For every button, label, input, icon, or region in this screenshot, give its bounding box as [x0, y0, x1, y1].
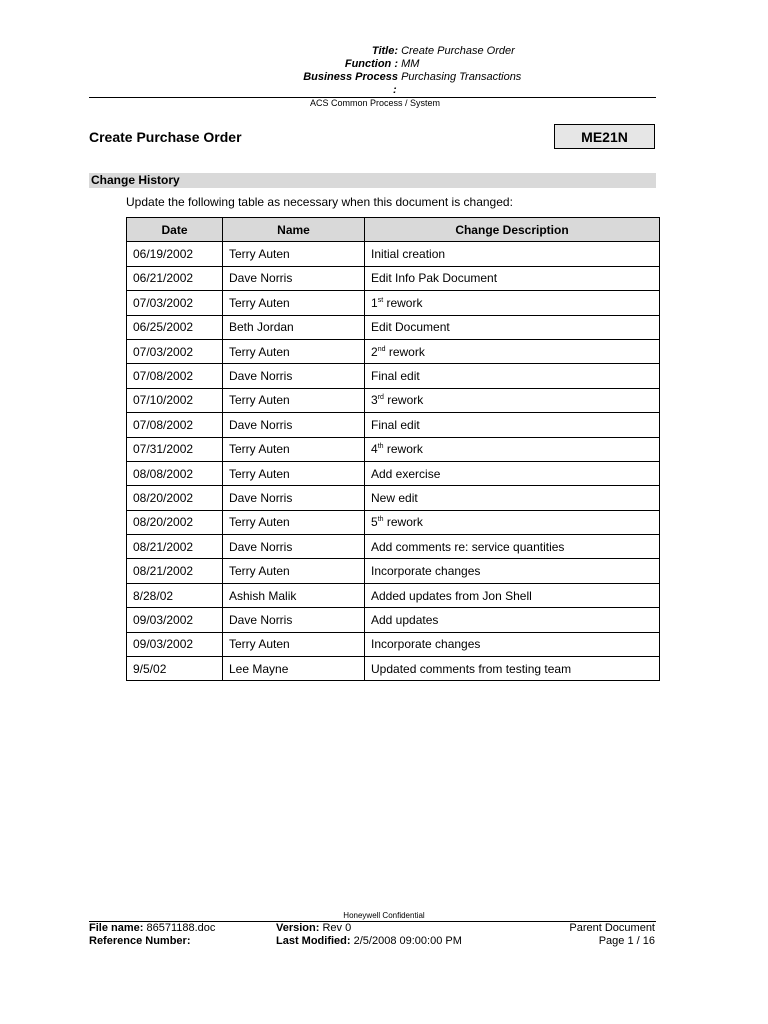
- cell-description: [365, 608, 660, 632]
- cell-name: Beth Jordan: [223, 315, 365, 339]
- header-process-row: [300, 71, 521, 84]
- ordinal-suffix: st: [377, 296, 384, 304]
- column-header-name: Name: [223, 218, 365, 242]
- cell-description: [365, 559, 660, 583]
- table-row: [127, 632, 660, 656]
- table-row: [127, 583, 660, 607]
- footer-file-name: [89, 922, 215, 935]
- ordinal-suffix: th: [377, 516, 384, 524]
- cell-date: 08/20/2002: [127, 486, 223, 510]
- cell-description: [365, 242, 660, 266]
- header-process-label: Business Process: [303, 71, 398, 83]
- description-text: 2: [371, 344, 378, 359]
- header-title-value: Create Purchase Order: [401, 45, 515, 57]
- table-row: [127, 559, 660, 583]
- file-name-value: 86571188.doc: [146, 922, 216, 934]
- cell-description: [365, 266, 660, 290]
- cell-date: 06/25/2002: [127, 315, 223, 339]
- cell-name: Terry Auten: [223, 437, 365, 461]
- description-text: 5: [371, 515, 378, 530]
- document-title: Create Purchase Order: [89, 129, 242, 145]
- description-text: Final edit: [371, 369, 420, 384]
- footer-version: [276, 922, 351, 935]
- footer-last-modified: [276, 935, 462, 948]
- cell-description: [365, 315, 660, 339]
- footer-page-number: Page 1 / 16: [598, 935, 655, 947]
- header-title-label: Title:: [371, 45, 398, 57]
- cell-name: Dave Norris: [223, 535, 365, 559]
- cell-date: 9/5/02: [127, 657, 223, 681]
- cell-date: 08/20/2002: [127, 510, 223, 534]
- table-row: [127, 437, 660, 461]
- cell-description: [365, 535, 660, 559]
- version-value: Rev 0: [322, 922, 352, 934]
- description-text: Edit Document: [371, 320, 450, 335]
- column-header-description: Change Description: [365, 218, 660, 242]
- cell-description: [365, 461, 660, 485]
- description-rest: rework: [383, 393, 424, 408]
- description-text: Updated comments from testing team: [371, 661, 572, 676]
- cell-date: 07/08/2002: [127, 413, 223, 437]
- table-row: [127, 510, 660, 534]
- header-process-colon: :: [393, 84, 397, 96]
- header-function-row: [300, 58, 419, 71]
- cell-description: [365, 364, 660, 388]
- header-process-value: Purchasing Transactions: [401, 71, 522, 83]
- cell-name: Terry Auten: [223, 291, 365, 315]
- table-row: [127, 413, 660, 437]
- description-rest: rework: [385, 344, 425, 359]
- section-title: Change History: [91, 173, 180, 187]
- table-row: [127, 291, 660, 315]
- cell-description: [365, 339, 660, 363]
- description-text: Edit Info Pak Document: [371, 271, 498, 286]
- change-history-table: [126, 217, 660, 681]
- ordinal-suffix: rd: [377, 394, 384, 402]
- cell-date: 09/03/2002: [127, 608, 223, 632]
- cell-name: Terry Auten: [223, 339, 365, 363]
- cell-date: 06/21/2002: [127, 266, 223, 290]
- table-row: [127, 657, 660, 681]
- cell-name: Dave Norris: [223, 364, 365, 388]
- cell-date: 07/31/2002: [127, 437, 223, 461]
- cell-date: 07/08/2002: [127, 364, 223, 388]
- table-row: [127, 315, 660, 339]
- table-row: [127, 364, 660, 388]
- cell-date: 08/08/2002: [127, 461, 223, 485]
- description-text: 4: [371, 442, 378, 457]
- reference-number-label: Reference Number:: [89, 935, 191, 947]
- description-text: New edit: [371, 490, 418, 505]
- ordinal-suffix: th: [377, 443, 384, 451]
- description-rest: rework: [383, 295, 423, 310]
- cell-name: Terry Auten: [223, 461, 365, 485]
- cell-date: 09/03/2002: [127, 632, 223, 656]
- description-text: Final edit: [371, 417, 420, 432]
- table-row: [127, 608, 660, 632]
- table-row: [127, 388, 660, 412]
- instruction-text: Update the following table as necessary when this document is changed:: [126, 195, 513, 209]
- cell-description: [365, 413, 660, 437]
- cell-name: Terry Auten: [223, 242, 365, 266]
- table-row: [127, 339, 660, 363]
- description-text: Add updates: [371, 612, 439, 627]
- cell-name: Terry Auten: [223, 510, 365, 534]
- cell-description: [365, 510, 660, 534]
- cell-name: Ashish Malik: [223, 583, 365, 607]
- table-row: [127, 535, 660, 559]
- footer-parent-document: Parent Document: [569, 922, 655, 934]
- cell-name: Terry Auten: [223, 388, 365, 412]
- transaction-code: ME21N: [581, 128, 628, 145]
- cell-description: [365, 632, 660, 656]
- description-rest: rework: [383, 515, 423, 530]
- description-rest: rework: [383, 442, 423, 457]
- cell-name: Dave Norris: [223, 608, 365, 632]
- cell-name: Terry Auten: [223, 559, 365, 583]
- cell-date: 08/21/2002: [127, 559, 223, 583]
- table-row: [127, 242, 660, 266]
- description-text: Incorporate changes: [371, 637, 481, 652]
- cell-name: Dave Norris: [223, 266, 365, 290]
- table-header-row: [127, 218, 660, 242]
- cell-description: [365, 486, 660, 510]
- cell-name: Lee Mayne: [223, 657, 365, 681]
- cell-description: [365, 388, 660, 412]
- cell-description: [365, 291, 660, 315]
- header-title-row: [300, 45, 515, 58]
- confidential-notice: Honeywell Confidential: [343, 911, 425, 920]
- description-text: Added updates from Jon Shell: [371, 588, 532, 603]
- cell-date: 07/03/2002: [127, 291, 223, 315]
- description-text: 1: [371, 295, 378, 310]
- cell-date: 08/21/2002: [127, 535, 223, 559]
- header-function-label: Function :: [344, 58, 398, 70]
- cell-date: 07/10/2002: [127, 388, 223, 412]
- ordinal-suffix: nd: [377, 345, 386, 353]
- description-text: Add exercise: [371, 466, 441, 481]
- column-header-date: Date: [127, 218, 223, 242]
- cell-date: 06/19/2002: [127, 242, 223, 266]
- cell-name: Dave Norris: [223, 413, 365, 437]
- description-text: Add comments re: service quantities: [371, 539, 565, 554]
- cell-date: 07/03/2002: [127, 339, 223, 363]
- table-row: [127, 461, 660, 485]
- table-row: [127, 486, 660, 510]
- cell-name: Dave Norris: [223, 486, 365, 510]
- footer-reference-number: [89, 935, 190, 948]
- system-line: ACS Common Process / System: [310, 98, 441, 108]
- cell-description: [365, 437, 660, 461]
- cell-description: [365, 657, 660, 681]
- last-modified-value: 2/5/2008 09:00:00 PM: [353, 935, 462, 947]
- header-function-value: MM: [401, 58, 420, 70]
- file-name-label: File name:: [89, 922, 144, 934]
- cell-name: Terry Auten: [223, 632, 365, 656]
- description-text: Initial creation: [371, 247, 446, 262]
- transaction-code-box: [554, 124, 655, 149]
- last-modified-label: Last Modified:: [276, 935, 351, 947]
- version-label: Version:: [276, 922, 320, 934]
- table-body: [127, 242, 660, 681]
- cell-date: 8/28/02: [127, 583, 223, 607]
- description-text: Incorporate changes: [371, 564, 481, 579]
- table-row: [127, 266, 660, 290]
- cell-description: [365, 583, 660, 607]
- description-text: 3: [371, 393, 378, 408]
